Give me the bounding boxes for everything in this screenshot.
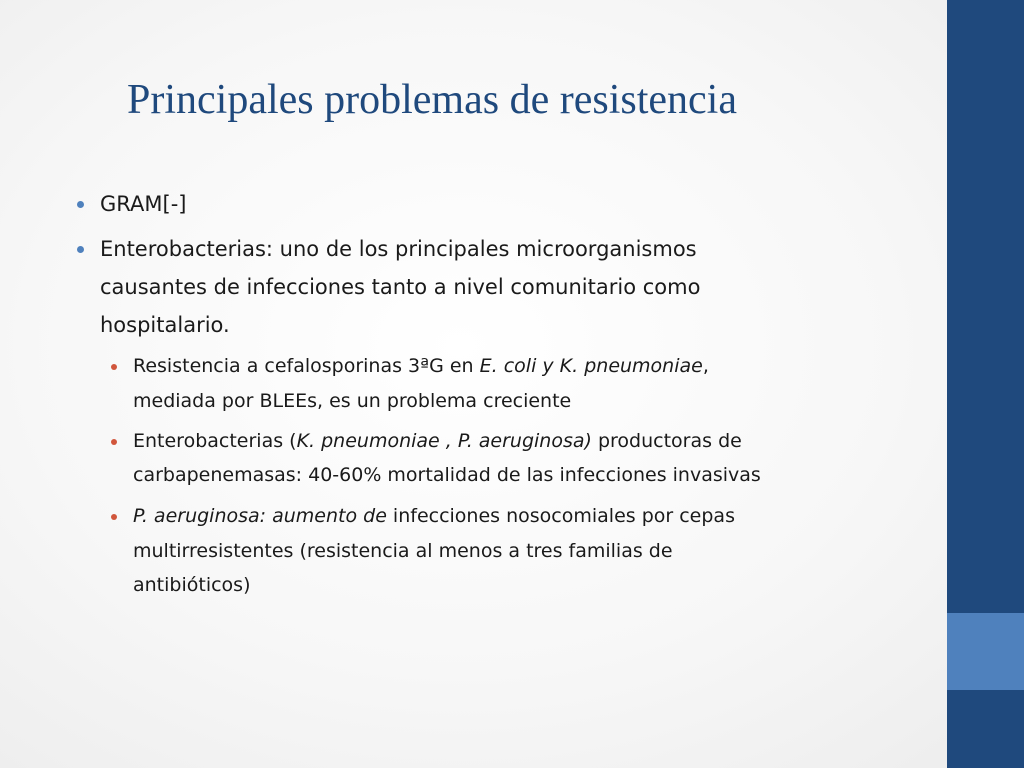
bullet-dot-icon bbox=[77, 246, 84, 253]
sidebar-accent-block bbox=[947, 613, 1024, 690]
text-run: infecciones nosocomiales por cepas bbox=[386, 505, 735, 527]
text-run: , bbox=[702, 355, 709, 377]
bullet-enterobacterias-line-1: Enterobacterias: uno de los principales microorganismos bbox=[100, 237, 697, 261]
text-run-italic: E. coli y K. pneumoniae bbox=[479, 355, 703, 377]
text-run: productoras de bbox=[591, 430, 742, 452]
sub-bullet-cefalosporinas-line-2: mediada por BLEEs, es un problema creciente bbox=[133, 390, 572, 412]
sub-bullet-aeruginosa-line-1 bbox=[133, 500, 735, 533]
sidebar-dark-band-bottom bbox=[947, 690, 1024, 768]
sub-bullet-dot-icon bbox=[111, 514, 117, 520]
text-run-italic: P. aeruginosa: aumento de bbox=[133, 505, 387, 527]
bullet-dot-icon bbox=[77, 201, 84, 208]
sub-bullet-dot-icon bbox=[111, 364, 117, 370]
sub-bullet-aeruginosa-line-2: multirresistentes (resistencia al menos a tres familias de bbox=[133, 540, 673, 562]
sidebar-dark-band-top bbox=[947, 0, 1024, 613]
text-run: Enterobacterias ( bbox=[133, 430, 297, 452]
bullet-enterobacterias-line-2: causantes de infecciones tanto a nivel comunitario como bbox=[100, 275, 701, 299]
sub-bullet-dot-icon bbox=[111, 439, 117, 445]
sub-bullet-carbapenemasas-line-2: carbapenemasas: 40-60% mortalidad de las infecciones invasivas bbox=[133, 464, 761, 486]
decorative-sidebar bbox=[947, 0, 1024, 768]
sub-bullet-carbapenemasas-line-1 bbox=[133, 425, 742, 458]
text-run-italic: K. pneumoniae , P. aeruginosa) bbox=[296, 430, 592, 452]
text-run: Resistencia a cefalosporinas 3ªG en bbox=[133, 355, 480, 377]
bullet-enterobacterias-line-3: hospitalario. bbox=[100, 313, 230, 337]
sub-bullet-cefalosporinas-line-1 bbox=[133, 350, 709, 383]
sub-bullet-aeruginosa-line-3: antibióticos) bbox=[133, 574, 251, 596]
slide-title: Principales problemas de resistencia bbox=[127, 77, 737, 123]
bullet-gram-negative: GRAM[-] bbox=[100, 192, 187, 216]
